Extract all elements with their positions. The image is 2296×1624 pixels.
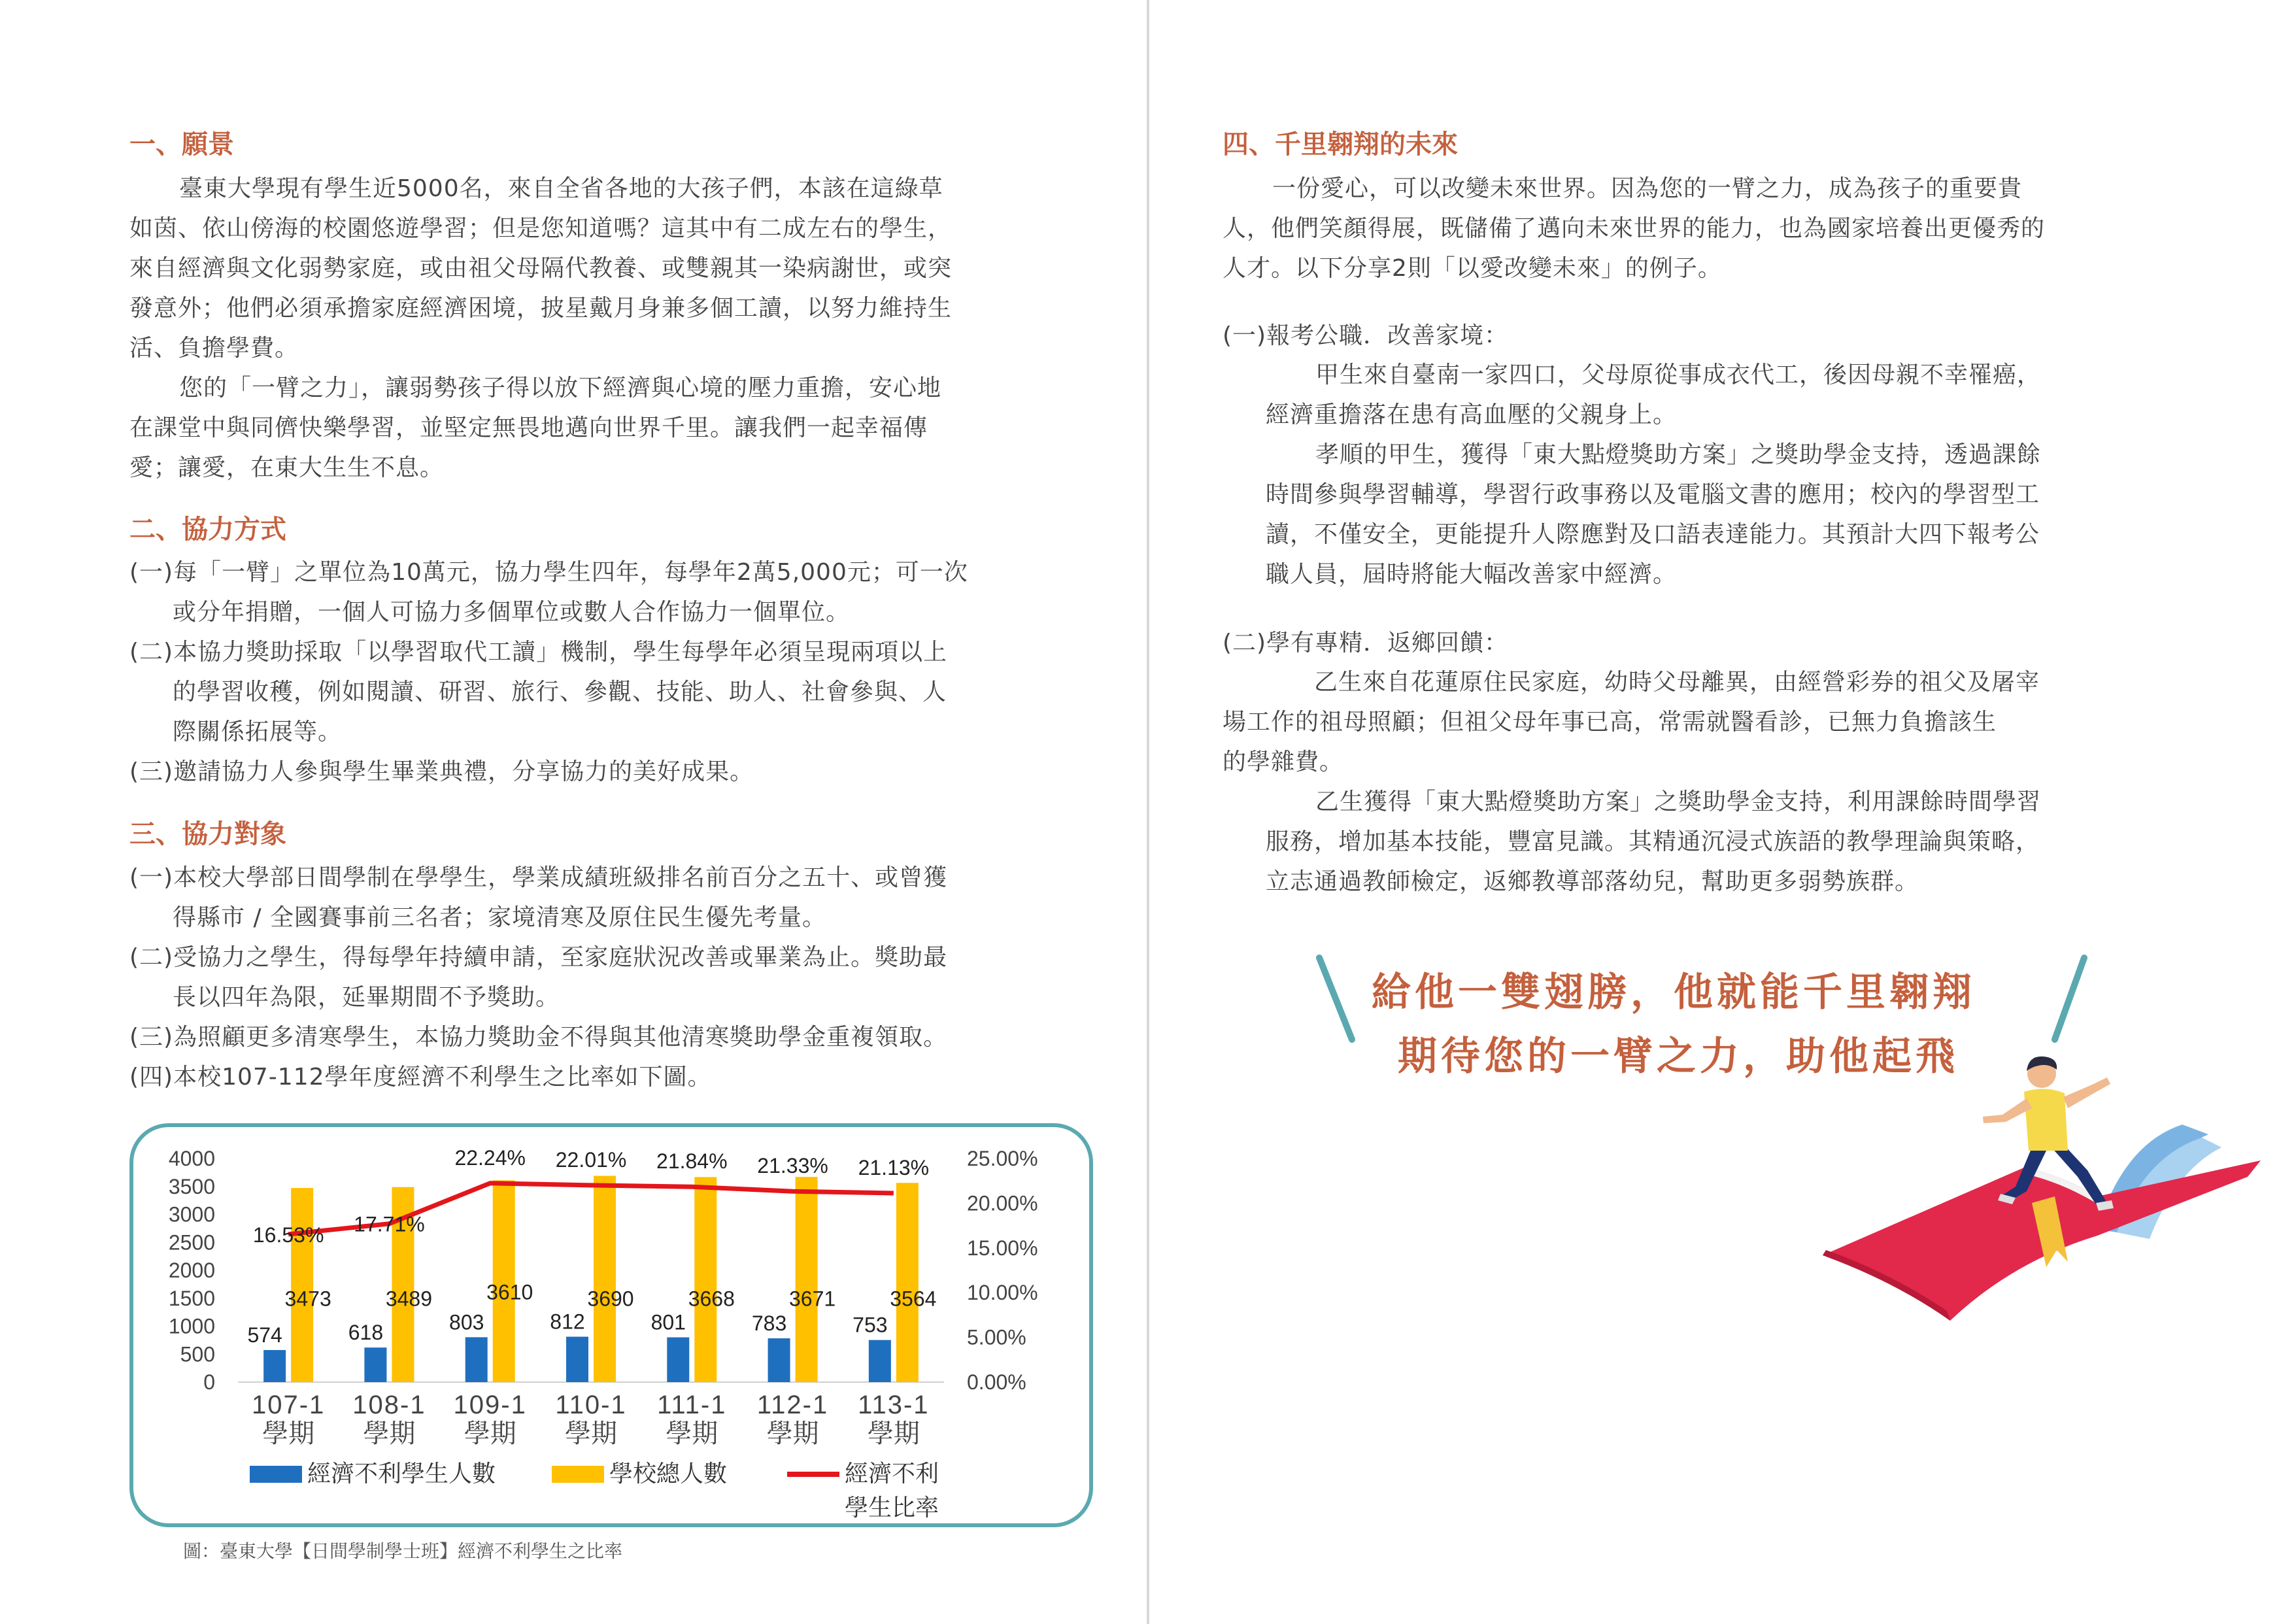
bar-total [896, 1183, 919, 1382]
bar-data-label: 618 [348, 1321, 384, 1345]
y2-tick-label: 5.00% [967, 1325, 1026, 1349]
y-tick-label: 0 [203, 1370, 215, 1394]
boy-arm-right [2063, 1077, 2110, 1108]
legend-label: 經濟不利學生人數 [307, 1460, 496, 1487]
section-heading-future: 四、千里翱翔的未來 [1223, 129, 1458, 160]
target-item-4 [129, 1057, 1110, 1097]
bar-total [594, 1176, 616, 1382]
x-tick-label: 學期 [464, 1419, 516, 1448]
text-line: 得縣市 / 全國賽事前三名者；家境清寒及原住民生優先考量。 [173, 904, 827, 931]
text-line: 服務，增加基本技能，豐富見識。其精通沉浸式族語的教學理論與策略， [1266, 828, 2040, 855]
bar-data-label: 3668 [688, 1287, 735, 1311]
text-line: 您的「一臂之力」，讓弱勢孩子得以放下經濟與心境的壓力重擔，安心地 [179, 375, 942, 401]
bar-data-label: 803 [449, 1310, 484, 1334]
slogan-line-1: 給他一雙翅膀，他就能千里翱翔 [1372, 970, 1976, 1015]
decorative-stroke [2055, 958, 2084, 1040]
y2-tick-label: 15.00% [967, 1236, 1038, 1260]
y2-tick-label: 10.00% [967, 1281, 1038, 1305]
bar-data-label: 3564 [890, 1287, 937, 1311]
text-line: (一)本校大學部日間學制在學學生，學業成績班級排名前百分之五十、或曾獲 [129, 864, 948, 891]
x-tick-label: 109-1 [453, 1391, 527, 1419]
text-line: 一份愛心，可以改變未來世界。因為您的一臂之力，成為孩子的重要貴 [1272, 175, 2023, 202]
legend-swatch-disadvantaged [250, 1466, 302, 1483]
section-heading-vision: 一、願景 [129, 129, 234, 160]
text-line: 來自經濟與文化弱勢家庭，或由祖父母隔代教養、或雙親其一染病謝世，或突 [129, 255, 953, 282]
case2-paragraph-2 [1266, 782, 2246, 902]
text-line: 發意外；他們必須承擔家庭經濟困境，披星戴月身兼多個工讀，以努力維持生 [129, 295, 953, 322]
target-item-1 [129, 858, 1110, 938]
text-line: 的學雜費。 [1223, 749, 1344, 775]
boy-arm-left [1983, 1098, 2032, 1123]
text-line: 職人員，屆時將能大幅改善家中經濟。 [1266, 561, 1678, 588]
text-line: 經濟重擔落在患有高血壓的父親身上。 [1266, 401, 1678, 428]
text-line: 的學習收穫，例如閱讀、研習、旅行、參觀、技能、助人、社會參與、人 [173, 679, 947, 705]
x-tick-label: 110-1 [555, 1391, 627, 1419]
slogan-left-mark [1313, 951, 1365, 1049]
slogan-line-2: 期待您的一臂之力，助他起飛 [1398, 1034, 1959, 1079]
x-tick-label: 學期 [867, 1419, 920, 1448]
right-page [1149, 0, 2296, 1624]
case2-title [1223, 623, 1508, 663]
bar-data-label: 3489 [385, 1287, 433, 1311]
text-line: (三)邀請協力人參與學生畢業典禮，分享協力的美好成果。 [129, 758, 754, 785]
text-line: 或分年捐贈，一個人可協力多個單位或數人合作協力一個單位。 [173, 599, 851, 626]
text-line: 愛；讓愛，在東大生生不息。 [129, 454, 445, 481]
bar-data-label: 3473 [284, 1287, 331, 1311]
ratio-data-label: 22.01% [555, 1147, 627, 1172]
ratio-data-label: 21.33% [757, 1154, 828, 1178]
bar-disadvantaged [566, 1337, 588, 1382]
y-tick-label: 1500 [168, 1286, 215, 1310]
x-tick-label: 學期 [363, 1419, 416, 1448]
ratio-data-label: 21.84% [656, 1149, 728, 1174]
target-item-2 [129, 938, 1110, 1017]
text-line: (四)本校107-112學年度經濟不利學生之比率如下圖。 [129, 1064, 712, 1091]
case1-paragraph-1 [1266, 355, 2246, 435]
section-heading-method: 二、協力方式 [129, 515, 286, 545]
future-paragraph [1223, 169, 2236, 288]
bar-data-label: 3610 [486, 1280, 533, 1304]
bar-disadvantaged [667, 1338, 689, 1382]
ratio-data-label: 17.71% [354, 1212, 425, 1236]
x-tick-label: 學期 [565, 1419, 617, 1448]
ratio-data-label: 22.24% [454, 1145, 526, 1170]
slogan-right-mark [2045, 951, 2097, 1049]
text-line: 甲生來自臺南一家四口，父母原從事成衣代工，後因母親不幸罹癌， [1315, 362, 2042, 388]
text-line: (一)每「一臂」之單位為10萬元，協力學生四年，每學年2萬5,000元；可一次 [129, 559, 968, 586]
text-line: 臺東大學現有學生近5000名，來自全省各地的大孩子們，本該在這綠草 [179, 175, 943, 202]
bar-disadvantaged [869, 1340, 891, 1382]
text-line: 活、負擔學費。 [129, 335, 299, 362]
x-tick-label: 學期 [262, 1419, 315, 1448]
bar-data-label: 3671 [788, 1287, 836, 1311]
text-line: (二)學有專精．返鄉回饋： [1223, 630, 1509, 656]
x-tick-label: 學期 [766, 1419, 819, 1448]
text-line: 乙生來自花蓮原住民家庭，幼時父母離異，由經營彩券的祖父及屠宰 [1314, 669, 2040, 696]
y2-tick-label: 0.00% [967, 1370, 1026, 1394]
legend-label: 經濟不利 [845, 1460, 939, 1487]
case1-title [1223, 316, 1508, 356]
text-line: (三)為照顧更多清寒學生，本協力獎助金不得與其他清寒獎助學金重複領取。 [129, 1024, 948, 1051]
bar-disadvantaged [364, 1347, 386, 1382]
bar-data-label: 574 [247, 1323, 282, 1347]
vision-paragraph-1 [129, 169, 1110, 368]
y2-tick-label: 20.00% [967, 1191, 1038, 1215]
legend-swatch-total [552, 1466, 604, 1483]
bar-total [291, 1188, 313, 1382]
ratio-chart [133, 1127, 1089, 1523]
case1-paragraph-2 [1266, 435, 2246, 594]
y2-tick-label: 25.00% [967, 1147, 1038, 1170]
text-line: 乙生獲得「東大點燈獎助方案」之獎助學金支持，利用課餘時間學習 [1315, 788, 2042, 815]
boy-shirt [2024, 1089, 2068, 1151]
y-tick-label: 3500 [168, 1174, 215, 1198]
y-tick-label: 500 [180, 1342, 215, 1366]
text-line: 長以四年為限，延畢期間不予獎助。 [173, 984, 560, 1011]
flying-book-illustration [1816, 1046, 2267, 1321]
text-line: 如茵、依山傍海的校園悠遊學習；但是您知道嗎？這其中有二成左右的學生， [129, 215, 953, 242]
x-tick-label: 111-1 [657, 1391, 727, 1419]
bar-data-label: 753 [853, 1313, 888, 1337]
left-page [0, 0, 1147, 1624]
text-line: 立志通過教師檢定，返鄉教導部落幼兒，幫助更多弱勢族群。 [1266, 868, 1919, 895]
target-item-3 [129, 1017, 1110, 1057]
y-tick-label: 2500 [168, 1230, 215, 1255]
bar-data-label: 812 [550, 1310, 585, 1334]
text-line: 在課堂中與同儕快樂學習，並堅定無畏地邁向世界千里。讓我們一起幸福傳 [129, 414, 928, 441]
text-line: 人，他們笑顏得展，既儲備了邁向未來世界的能力，也為國家培養出更優秀的 [1223, 215, 2046, 242]
bar-data-label: 3690 [587, 1287, 634, 1311]
text-line: (二)受協力之學生，得每學年持續申請，至家庭狀況改善或畢業為止。獎助最 [129, 944, 948, 971]
method-item-2 [129, 632, 1110, 752]
text-line: (一)報考公職．改善家境： [1223, 322, 1509, 349]
y-tick-label: 1000 [168, 1314, 215, 1338]
bar-data-label: 801 [650, 1310, 686, 1334]
legend-label: 學生比率 [845, 1494, 939, 1521]
bar-data-label: 783 [751, 1311, 787, 1336]
text-line: (二)本協力獎助採取「以學習取代工讀」機制，學生每學年必須呈現兩項以上 [129, 639, 948, 666]
text-line: 孝順的甲生，獲得「東大點燈獎助方案」之獎助學金支持，透過課餘 [1315, 441, 2042, 468]
text-line: 場工作的祖母照顧；但祖父母年事已高，常需就醫看診，已無力負擔該生 [1223, 709, 1997, 736]
x-tick-label: 112-1 [756, 1391, 829, 1419]
method-item-1 [129, 552, 1110, 632]
bar-disadvantaged [263, 1350, 286, 1382]
decorative-stroke [1319, 958, 1352, 1040]
text-line: 時間參與學習輔導，學習行政事務以及電腦文書的應用；校內的學習型工 [1266, 481, 2040, 508]
section-heading-target: 三、協力對象 [129, 819, 286, 849]
text-line: 人才。以下分享2則「以愛改變未來」的例子。 [1223, 255, 1722, 282]
legend-label: 學校總人數 [609, 1460, 728, 1487]
x-tick-label: 113-1 [858, 1391, 930, 1419]
bar-total [694, 1177, 717, 1382]
y-tick-label: 2000 [168, 1259, 215, 1282]
ratio-data-label: 16.53% [252, 1223, 324, 1247]
ratio-data-label: 21.13% [858, 1155, 930, 1179]
bar-disadvantaged [465, 1337, 488, 1382]
text-line: 際關係拓展等。 [173, 719, 343, 745]
bar-total [796, 1177, 818, 1382]
bar-disadvantaged [768, 1338, 790, 1382]
method-item-3 [129, 752, 1110, 792]
x-tick-label: 107-1 [251, 1391, 326, 1419]
vision-paragraph-2 [129, 368, 1110, 488]
x-tick-label: 108-1 [352, 1391, 426, 1419]
text-line: 讀，不僅安全，更能提升人際應對及口語表達能力。其預計大四下報考公 [1266, 521, 2040, 548]
chart-frame [129, 1123, 1093, 1527]
y-tick-label: 4000 [168, 1147, 215, 1170]
x-tick-label: 學期 [666, 1419, 718, 1448]
case2-paragraph-1 [1223, 662, 2242, 782]
chart-caption: 圖：臺東大學【日間學制學士班】經濟不利學生之比率 [183, 1540, 623, 1562]
y-tick-label: 3000 [168, 1202, 215, 1226]
